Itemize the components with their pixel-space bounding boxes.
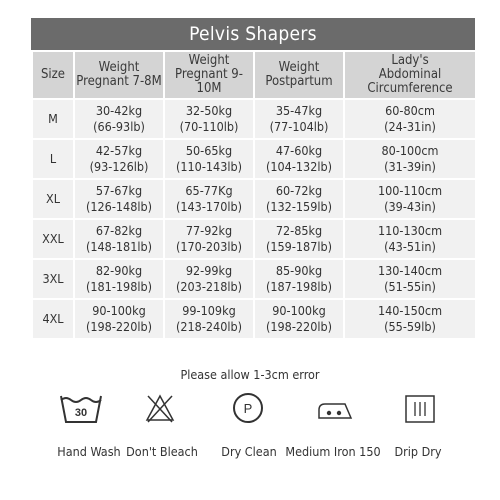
metric-value: 90-100kg — [92, 303, 146, 318]
metric-value: 77-92kg — [185, 223, 233, 238]
chart-title: Pelvis Shapers — [31, 18, 475, 50]
imperial-value: (77-104lb) — [269, 119, 329, 134]
measure-cell — [254, 259, 344, 299]
imperial-value: (198-220lb) — [85, 319, 153, 334]
table-row — [32, 139, 476, 179]
measure-cell — [344, 139, 476, 179]
imperial-value: (148-181lb) — [85, 239, 153, 254]
metric-value: 42-57kg — [95, 143, 143, 158]
imperial-value: (181-198lb) — [85, 279, 153, 294]
measure-cell — [254, 299, 344, 339]
metric-value: 30-42kg — [95, 103, 143, 118]
table-row — [32, 219, 476, 259]
table-header-row — [32, 51, 476, 99]
imperial-value: (24-31in) — [384, 119, 436, 134]
imperial-value: (55-59lb) — [384, 319, 436, 334]
no-bleach-icon — [145, 388, 175, 428]
imperial-value: (170-203lb) — [175, 239, 243, 254]
size-label: 4XL — [32, 299, 74, 339]
metric-value: 57-67kg — [95, 183, 143, 198]
table-row — [32, 299, 476, 339]
table-row — [32, 179, 476, 219]
measure-cell — [164, 179, 254, 219]
imperial-value: (104-132lb) — [265, 159, 333, 174]
header-circumference: Lady's Abdominal Circumference — [344, 51, 476, 99]
dry-clean-icon — [228, 388, 268, 428]
metric-value: 140-150cm — [377, 303, 443, 318]
measure-cell — [74, 219, 164, 259]
metric-value: 110-130cm — [377, 223, 443, 238]
wash-temperature: 30 — [74, 407, 88, 419]
measure-cell — [74, 99, 164, 139]
size-label: XL — [32, 179, 74, 219]
header-postpartum: Weight Postpartum — [254, 51, 344, 99]
measure-cell — [344, 259, 476, 299]
measure-cell — [74, 259, 164, 299]
size-label: 3XL — [32, 259, 74, 299]
measure-cell — [164, 219, 254, 259]
measure-cell — [74, 139, 164, 179]
imperial-value: (70-110lb) — [179, 119, 239, 134]
care-label-no-bleach: Don't Bleach — [126, 444, 198, 459]
dry-clean-symbol: P — [243, 401, 253, 416]
care-label-drip-dry: Drip Dry — [394, 444, 442, 459]
metric-value: 92-99kg — [185, 263, 233, 278]
metric-value: 47-60kg — [275, 143, 323, 158]
metric-value: 65-77Kg — [185, 183, 233, 198]
metric-value: 130-140cm — [377, 263, 443, 278]
measure-cell — [344, 99, 476, 139]
imperial-value: (159-187lb) — [265, 239, 333, 254]
size-table — [31, 50, 477, 340]
care-label-dry-clean: Dry Clean — [221, 444, 277, 459]
imperial-value: (66-93lb) — [93, 119, 145, 134]
table-row — [32, 99, 476, 139]
hand-wash-icon — [58, 388, 104, 428]
imperial-value: (51-55in) — [384, 279, 436, 294]
metric-value: 60-80cm — [385, 103, 435, 118]
iron-icon — [315, 388, 355, 428]
measure-cell — [344, 219, 476, 259]
size-label: L — [32, 139, 74, 179]
metric-value: 50-65kg — [185, 143, 233, 158]
metric-value: 99-109kg — [182, 303, 236, 318]
metric-value: 35-47kg — [275, 103, 323, 118]
metric-value: 100-110cm — [377, 183, 443, 198]
header-pregnant-7-8: Weight Pregnant 7-8M — [74, 51, 164, 99]
table-row — [32, 259, 476, 299]
measure-cell — [74, 299, 164, 339]
measure-cell — [164, 139, 254, 179]
care-item-no-bleach — [145, 388, 175, 428]
size-label: M — [32, 99, 74, 139]
metric-value: 85-90kg — [275, 263, 323, 278]
imperial-value: (39-43in) — [384, 199, 436, 214]
imperial-value: (43-51in) — [384, 239, 436, 254]
drip-dry-icon — [400, 388, 440, 428]
measure-cell — [254, 179, 344, 219]
care-item-dry-clean — [228, 388, 268, 428]
care-item-iron — [315, 388, 355, 428]
measure-cell — [164, 99, 254, 139]
metric-value: 80-100cm — [381, 143, 439, 158]
imperial-value: (203-218lb) — [175, 279, 243, 294]
measure-cell — [164, 259, 254, 299]
measure-cell — [254, 219, 344, 259]
size-label: XXL — [32, 219, 74, 259]
metric-value: 72-85kg — [275, 223, 323, 238]
care-item-hand-wash — [58, 388, 104, 428]
measure-cell — [344, 299, 476, 339]
care-instructions — [40, 388, 470, 468]
metric-value: 32-50kg — [185, 103, 233, 118]
measure-cell — [254, 139, 344, 179]
imperial-value: (218-240lb) — [175, 319, 243, 334]
metric-value: 67-82kg — [95, 223, 143, 238]
care-item-drip-dry — [400, 388, 440, 428]
size-chart — [31, 18, 475, 340]
imperial-value: (110-143lb) — [175, 159, 243, 174]
header-pregnant-9-10: Weight Pregnant 9-10M — [164, 51, 254, 99]
imperial-value: (93-126lb) — [89, 159, 149, 174]
imperial-value: (126-148lb) — [85, 199, 153, 214]
care-label-iron: Medium Iron 150 — [285, 444, 381, 459]
imperial-value: (31-39in) — [384, 159, 436, 174]
measure-cell — [254, 99, 344, 139]
care-label-hand-wash: Hand Wash — [57, 444, 121, 459]
imperial-value: (143-170lb) — [175, 199, 243, 214]
metric-value: 90-100kg — [272, 303, 326, 318]
imperial-value: (198-220lb) — [265, 319, 333, 334]
measure-cell — [74, 179, 164, 219]
metric-value: 82-90kg — [95, 263, 143, 278]
measure-cell — [344, 179, 476, 219]
measure-cell — [164, 299, 254, 339]
error-note: Please allow 1-3cm error — [180, 367, 320, 382]
imperial-value: (132-159lb) — [265, 199, 333, 214]
header-size: Size — [32, 51, 74, 99]
metric-value: 60-72kg — [275, 183, 323, 198]
imperial-value: (187-198lb) — [265, 279, 333, 294]
